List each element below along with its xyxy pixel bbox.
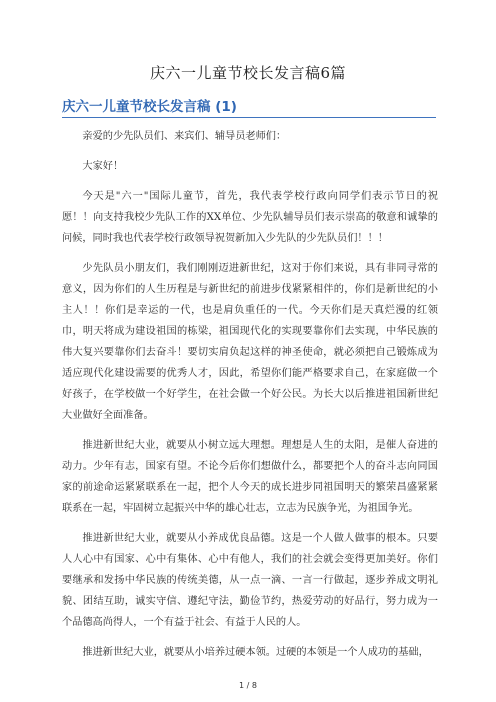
document-body [62, 126, 438, 672]
paragraph: 今天是"六一"国际儿童节，首先，我代表学校行政向同学们表示节日的祝愿！！向支持我校少先队工作的XX单位、少先队辅导员们表示崇高的敬意和诚挚的问候，同时我也代表学校行政领导祝贺新加入少先队的少先队员们！！！ [62, 191, 438, 244]
paragraph: 推进新世纪大业，就要从小树立远大理想。理想是人生的太阳，是催人奋进的动力。少年有志，国家有望。不论今后你们想做什么，都要把个人的奋斗志向同国家的前途命运紧紧联系在一起，把个人今天的成长进步同祖国明天的繁荣昌盛紧紧联系在一起，牢固树立起振兴中华的雄心壮志，立志为民族争光，为祖国争光。 [62, 440, 438, 514]
paragraph-greeting: 大家好！ [82, 161, 124, 172]
paragraph: 推进新世纪大业，就要从小培养过硬本领。过硬的本领是一个人成功的基础， [82, 647, 429, 658]
page-number: 1 / 8 [239, 681, 257, 690]
section-divider [62, 117, 436, 118]
paragraph: 少先队员小朋友们，我们刚刚迈进新世纪，这对于你们来说，具有非同寻常的意义，因为你们的人生历程是与新世纪的前进步伐紧紧相伴的，你们是新世纪的小主人！！你们是幸运的一代，也是肩负重任的一代。今天你们是天真烂漫的红领巾，明天将成为建设祖国的栋梁，祖国现代化的实现要靠你们去实现，中华民族的伟大复兴要靠你们去奋斗！要切实肩负起这样的神圣使命，就必须把自己锻炼成为适应现代化建设需要的优秀人才，因此，希望你们能严格要求自己，在家庭做一个好孩子，在学校做一个好学生，在社会做一个好公民。为长大以后推进祖国新世纪大业做好全面准备。 [62, 263, 438, 421]
paragraph-salutation: 亲爱的少先队员们、来宾们、辅导员老师们： [82, 131, 287, 142]
document-title: 庆六一儿童节校长发言稿6篇 [149, 64, 347, 82]
section-heading: 庆六一儿童节校长发言稿 (1) [62, 99, 237, 115]
paragraph: 推进新世纪大业，就要从小养成优良品德。这是一个人做人做事的根本。只要人人心中有国家、心中有集体、心中有他人，我们的社会就会变得更加美好。你们要继承和发扬中华民族的传统美德，从一点一滴、一言一行做起，逐步养成文明礼貌、团结互助，诚实守信、遵纪守法，勤俭节约，热爱劳动的好品行，努力成为一个品德高尚得人，一个有益于社会、有益于人民的人。 [62, 533, 438, 628]
